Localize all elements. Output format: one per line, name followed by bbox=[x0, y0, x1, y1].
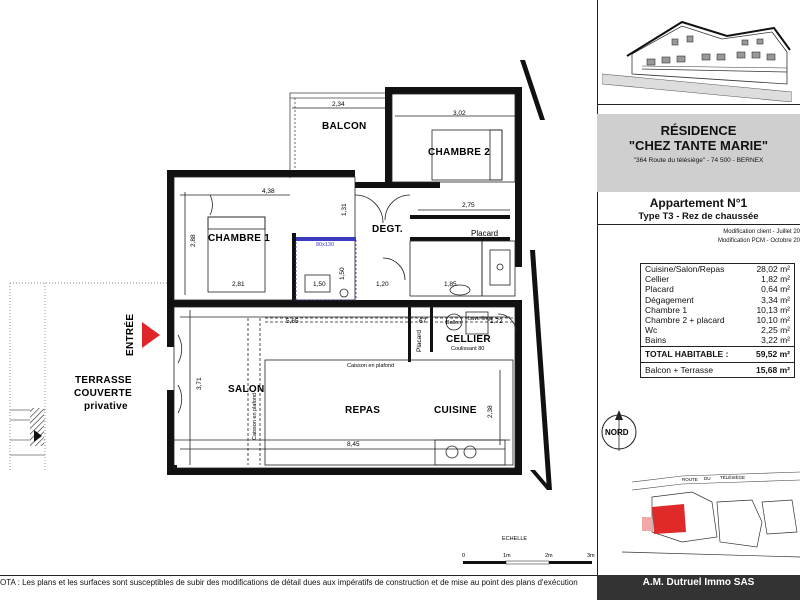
dim-2-81: 2,81 bbox=[232, 281, 245, 288]
dim-1-85: 1,85 bbox=[444, 281, 457, 288]
dim-1-20: 1,20 bbox=[376, 281, 389, 288]
area-label: Dégagement bbox=[645, 294, 694, 305]
dim-4-38: 4,38 bbox=[262, 188, 275, 195]
label-lave-linge: Lave linge bbox=[468, 316, 494, 322]
room-balcon: BALCON bbox=[322, 121, 367, 132]
total-row bbox=[641, 346, 794, 363]
area-label: Chambre 1 bbox=[645, 304, 688, 315]
agency-name: A.M. Dutruel Immo SAS bbox=[597, 575, 800, 600]
area-row bbox=[641, 274, 794, 284]
footer-note: OTA : Les plans et les surfaces sont susceptibles de subir des modifications de détail dues aux impératifs de construction et de mise au point des plans d'exécution bbox=[0, 575, 597, 601]
dim-3-02: 3,02 bbox=[453, 110, 466, 117]
compass-nord: NORD bbox=[605, 428, 629, 437]
apartment-type: Type T3 - Rez de chaussée bbox=[638, 211, 759, 222]
total-label: TOTAL HABITABLE : bbox=[645, 348, 729, 359]
map-route: ROUTE bbox=[682, 477, 698, 482]
area-value: 3,22 m² bbox=[761, 335, 790, 346]
dim-67: 67 bbox=[419, 318, 427, 325]
scale-tick-1: 1m bbox=[503, 553, 511, 559]
area-label: Chambre 2 + placard bbox=[645, 314, 725, 325]
area-row bbox=[641, 335, 794, 345]
balcon-row bbox=[641, 363, 794, 377]
site-map bbox=[622, 462, 800, 567]
room-placard-small: Placard bbox=[416, 329, 423, 352]
dim-2-75: 2,75 bbox=[462, 202, 475, 209]
dim-1-72: 1,72 bbox=[490, 318, 503, 325]
area-label: Bains bbox=[645, 335, 667, 346]
residence-name: "CHEZ TANTE MARIE" bbox=[628, 138, 769, 153]
dim-2-34: 2,34 bbox=[332, 101, 345, 108]
room-cellier: CELLIER bbox=[446, 334, 491, 345]
building-illustration bbox=[602, 14, 792, 102]
room-degt: DEGT. bbox=[372, 224, 403, 235]
balcon-label: Balcon + Terrasse bbox=[645, 364, 714, 375]
room-terrasse-line1: TERRASSE bbox=[75, 375, 132, 386]
residence-panel bbox=[597, 114, 800, 192]
area-value: 0,64 m² bbox=[761, 284, 790, 295]
room-repas: REPAS bbox=[345, 405, 381, 416]
balcon-value: 15,68 m² bbox=[755, 364, 790, 375]
map-telesiege: TÉLÉSIÈGE bbox=[720, 475, 746, 480]
area-value: 3,34 m² bbox=[761, 294, 790, 305]
residence-address: "364 Route du télésiège" - 74 500 - BERNEX bbox=[633, 157, 764, 164]
room-placard: Placard bbox=[471, 229, 499, 238]
room-terrasse-line2: COUVERTE bbox=[74, 388, 132, 399]
shower-marker bbox=[296, 237, 356, 241]
area-value: 1,82 m² bbox=[761, 274, 790, 285]
area-label: Wc bbox=[645, 325, 658, 336]
dim-1-50-b: 1,50 bbox=[339, 267, 346, 280]
modification-pcm: Modification PCM - Octobre 20 bbox=[717, 238, 800, 244]
area-row bbox=[641, 295, 794, 305]
dim-5-65: 5,65 bbox=[286, 318, 299, 325]
area-row bbox=[641, 325, 794, 335]
area-value: 10,10 m² bbox=[756, 314, 790, 325]
apartment-title: Appartement N°1 bbox=[649, 196, 748, 210]
area-value: 10,13 m² bbox=[756, 304, 790, 315]
room-chambre-2: CHAMBRE 2 bbox=[428, 147, 491, 158]
label-coulissant: Coulissant 80 bbox=[451, 346, 485, 352]
area-row bbox=[641, 284, 794, 294]
room-cuisine: CUISINE bbox=[434, 405, 477, 416]
area-row bbox=[641, 305, 794, 315]
areas-table bbox=[640, 263, 795, 378]
area-label: Cellier bbox=[645, 274, 670, 285]
scale-tick-2: 2m bbox=[545, 553, 553, 559]
apartment-highlight bbox=[652, 504, 686, 534]
map-du: DU bbox=[704, 476, 711, 481]
label-caisson: Caisson en plafond bbox=[347, 363, 395, 369]
area-row bbox=[641, 315, 794, 325]
room-terrasse-line3: privative bbox=[84, 401, 128, 412]
scale-echelle: ECHELLE bbox=[502, 536, 528, 542]
info-sidebar bbox=[597, 10, 800, 575]
scale-bar bbox=[462, 536, 595, 564]
area-row bbox=[641, 264, 794, 274]
area-value: 2,25 m² bbox=[761, 325, 790, 336]
dim-80x130: 80x130 bbox=[316, 242, 335, 248]
residence-label: RÉSIDENCE bbox=[660, 123, 737, 138]
area-value: 28,02 m² bbox=[756, 264, 790, 274]
dim-1-31: 1,31 bbox=[341, 203, 348, 216]
dim-8-45: 8,45 bbox=[347, 441, 360, 448]
dim-2-88: 2,88 bbox=[190, 234, 197, 247]
room-salon: SALON bbox=[228, 384, 265, 395]
room-chambre-1: CHAMBRE 1 bbox=[208, 233, 271, 244]
dim-1-50-a: 1,50 bbox=[313, 281, 326, 288]
dim-2-38: 2,38 bbox=[487, 405, 494, 418]
compass bbox=[597, 408, 647, 463]
scale-tick-3: 3m bbox=[587, 553, 595, 559]
entree-arrow-icon bbox=[142, 322, 160, 348]
dim-3-71: 3,71 bbox=[196, 377, 203, 390]
room-entree: ENTRÉE bbox=[125, 313, 136, 356]
area-label: Cuisine/Salon/Repas bbox=[645, 264, 725, 274]
footer bbox=[0, 575, 800, 600]
modification-client: Modification client - Juillet 20 bbox=[723, 229, 800, 235]
area-label: Placard bbox=[645, 284, 674, 295]
total-value: 59,52 m² bbox=[755, 348, 790, 359]
label-ballon: Ballon bbox=[446, 320, 462, 326]
scale-tick-0: 0 bbox=[462, 553, 466, 559]
label-caisson-vertical: Caisson en plafond bbox=[252, 392, 258, 440]
